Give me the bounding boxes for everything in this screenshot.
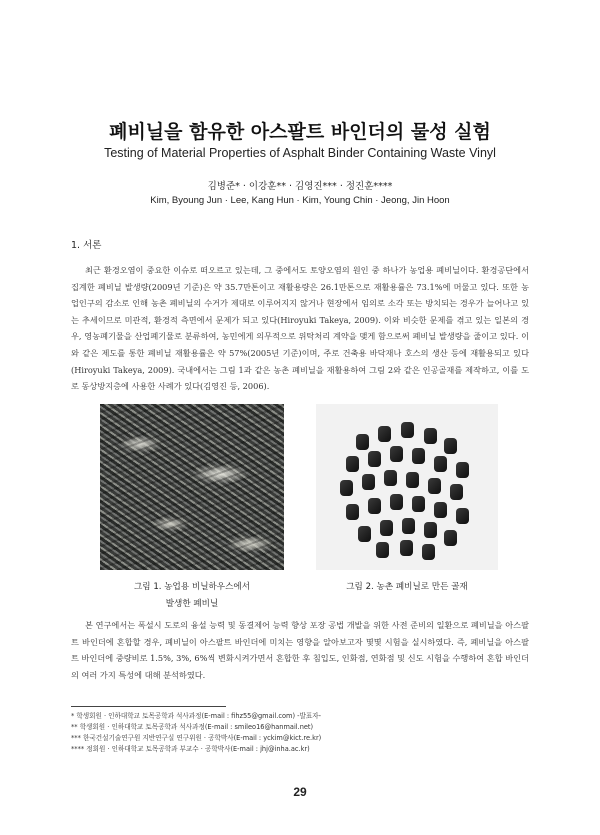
aggregate-pellet <box>444 530 457 546</box>
aggregate-pellet <box>358 526 371 542</box>
aggregate-pellet <box>450 484 463 500</box>
aggregate-pellet <box>376 542 389 558</box>
paper-title-english: Testing of Material Properties of Asphalt Binder Containing Waste Vinyl <box>104 146 496 160</box>
aggregate-pellet <box>380 520 393 536</box>
aggregate-pellet <box>346 456 359 472</box>
introduction-paragraph-1: 최근 환경오염이 중요한 이슈로 떠오르고 있는데, 그 중에서도 토양오염의 원인 중 하나가 농업용 폐비닐이다. 환경공단에서 집계한 폐비닐 발생량(2009년 기준)은 약 35.7만톤이고 재활용량은 26.1만톤으로 재활용률은 73.1%에 머물고 있다. 또한 농업인구의 감소로 인해 농촌 폐비닐의 수거가 제대로 이루어지지 않거나 현장에서 임의로 소각 또는 방치되는 경우가 늘어나고 있는 추세이므로 미관적, 환경적 측면에서 문제가 되고 있다(Hiroyuki Takeya, 2009). 이와 비슷한 문제를 겪고 있는 일본의 경우, 영농폐기물을 산업폐기물로 분류하여, 농민에게 의무적으로 위탁처리 계약을 맺게 함으로써 폐비닐 발생량을 줄이고 있다. 이와 같은 제도를 통한 폐비닐 재활용률은 약 57%(2005년 기준)이며, 주로 건축용 바닥재나 호스의 생산 등에 재활용되고 있다(Hiroyuki Takeya, 2009). 국내에서는 그림 1과 같은 농촌 폐비닐을 재활용하여 그림 2와 같은 인공골재를 제작하고, 이를 도로 동상방지층에 사용한 사례가 있다(김영진 등, 2006). <box>71 265 529 392</box>
footnote-item: *** 한국건설기술연구원 지반연구실 연구위원 · 공학박사(E-mail : yckim@kict.re.kr) <box>71 734 322 742</box>
aggregate-pellet <box>390 494 403 510</box>
aggregate-pellet <box>434 456 447 472</box>
footnote-item: * 학생회원 · 인하대학교 토목공학과 석사과정(E-mail : fihz55@gmail.com) -발표자- <box>71 712 321 720</box>
figure-1-caption-line-1: 그림 1. 농업용 비닐하우스에서 <box>133 582 250 592</box>
aggregate-pellet <box>424 522 437 538</box>
aggregate-pellet <box>456 462 469 478</box>
figure-1-caption <box>100 579 284 613</box>
aggregate-pellet <box>402 518 415 534</box>
aggregate-pellet <box>346 504 359 520</box>
aggregate-pellet <box>422 544 435 560</box>
aggregate-pellet <box>400 540 413 556</box>
figure-2-caption: 그림 2. 농촌 폐비닐로 만든 골재 <box>346 582 468 592</box>
figure-1-caption-line-2: 발생한 폐비닐 <box>165 599 219 609</box>
aggregate-pellet <box>412 496 425 512</box>
aggregate-pellet <box>368 498 381 514</box>
aggregate-pellet <box>368 451 381 467</box>
aggregate-pellet <box>356 434 369 450</box>
aggregate-pellet <box>428 478 441 494</box>
aggregate-pellet <box>340 480 353 496</box>
aggregate-pellet <box>362 474 375 490</box>
footnote-divider <box>71 706 226 707</box>
footnote-item: ** 학생회원 · 인하대학교 토목공학과 석사과정(E-mail : smileo16@hanmail.net) <box>71 723 314 731</box>
figure-2-aggregate-photo <box>316 404 498 570</box>
aggregate-pellet <box>401 422 414 438</box>
author-footnotes <box>71 711 531 755</box>
section-heading-introduction: 1. 서론 <box>71 240 102 251</box>
aggregate-pellet <box>444 438 457 454</box>
aggregate-pellet <box>378 426 391 442</box>
aggregate-pellet <box>384 470 397 486</box>
aggregate-pellet <box>434 502 447 518</box>
aggregate-pellet <box>390 446 403 462</box>
introduction-paragraph-2: 본 연구에서는 폭설시 도로의 융설 능력 및 동결제어 능력 향상 포장 공법 개발을 위한 사전 준비의 일환으로 폐비닐을 아스팔트 바인더에 혼합할 경우, 폐비닐이 아스팔트 바인더에 미치는 영향을 알아보고자 몇몇 시험을 실시하였다. 즉, 폐비닐을 아스팔트 바인더에 중량비로 1.5%, 3%, 6%씩 변화시켜가면서 혼합한 후 침입도, 인화점, 연화점 및 신도 시험을 수행하여 혼합 바인더의 여러 가지 특성에 대해 분석하였다. <box>71 620 529 680</box>
aggregate-pellet <box>456 508 469 524</box>
paper-title-korean: 폐비닐을 함유한 아스팔트 바인더의 물성 실험 <box>109 121 491 143</box>
aggregate-pellet <box>406 472 419 488</box>
author-list-english: Kim, Byoung Jun · Lee, Kang Hun · Kim, Young Chin · Jeong, Jin Hoon <box>150 195 450 206</box>
author-list-korean: 김병준* · 이강훈** · 김영진*** · 정진훈**** <box>207 181 393 192</box>
page-number: 29 <box>293 785 307 799</box>
footnote-item: **** 정회원 · 인하대학교 토목공학과 부교수 · 공학박사(E-mail : jhj@inha.ac.kr) <box>71 745 310 753</box>
aggregate-pellet <box>424 428 437 444</box>
figure-1-waste-vinyl-photo <box>100 404 284 570</box>
aggregate-pellet <box>412 448 425 464</box>
